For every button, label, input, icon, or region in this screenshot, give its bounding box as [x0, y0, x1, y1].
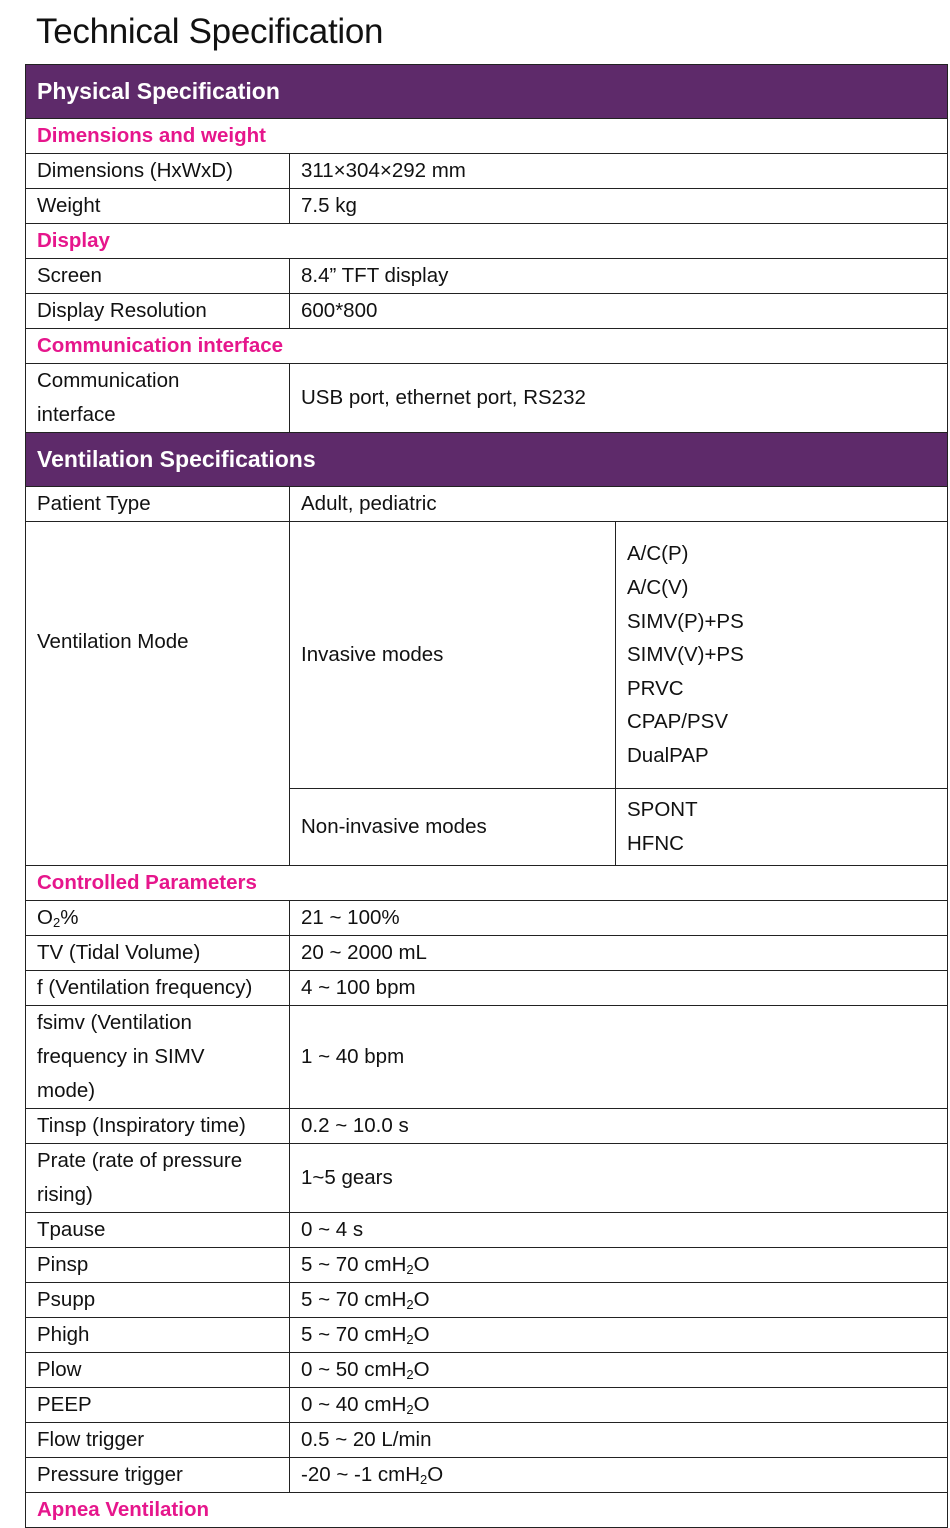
table-row: [26, 1423, 948, 1458]
label-line: Communication: [37, 369, 180, 392]
row-value: Adult, pediatric: [290, 487, 948, 522]
row-label: Patient Type: [26, 487, 290, 522]
list-item: A/C(P): [627, 542, 689, 566]
label-text: O: [37, 906, 53, 929]
value-text: O: [413, 1393, 430, 1416]
value-text: 5 ~ 70 cmH: [301, 1288, 407, 1311]
value-text: O: [413, 1323, 430, 1346]
subsection-header: [26, 1493, 948, 1528]
row-label: Pressure trigger: [26, 1458, 290, 1493]
row-label: Weight: [26, 189, 290, 224]
mode-label: Ventilation Mode: [37, 630, 189, 653]
row-value: 600*800: [290, 294, 948, 329]
subsection-title-apnea: Apnea Ventilation: [26, 1493, 948, 1528]
subsection-header: [26, 224, 948, 259]
row-value: 1 ~ 40 bpm: [290, 1006, 948, 1109]
row-value: 311×304×292 mm: [290, 154, 948, 189]
table-row: [26, 1283, 948, 1318]
mode-list: [616, 522, 948, 789]
list-item: CPAP/PSV: [627, 710, 729, 734]
value-text: 0 ~ 40 cmH: [301, 1393, 407, 1416]
row-value: 0.5 ~ 20 L/min: [290, 1423, 948, 1458]
label-text: %: [60, 906, 79, 929]
row-value: 8.4” TFT display: [290, 259, 948, 294]
row-label: PEEP: [26, 1388, 290, 1423]
row-label: [26, 1144, 290, 1213]
row-value: [290, 1458, 948, 1493]
section-title-ventilation: Ventilation Specifications: [26, 433, 948, 487]
table-row: [26, 189, 948, 224]
row-value: 1~5 gears: [290, 1144, 948, 1213]
row-label: Psupp: [26, 1283, 290, 1318]
row-value: Invasive modes: [290, 522, 616, 789]
subscript: 2: [406, 1262, 414, 1277]
row-value: 7.5 kg: [290, 189, 948, 224]
row-value: [290, 1353, 948, 1388]
subsection-title-dimensions: Dimensions and weight: [26, 119, 948, 154]
label-line: rising): [37, 1183, 93, 1206]
row-value: Non-invasive modes: [290, 788, 616, 865]
list-item: A/C(V): [627, 575, 689, 599]
row-label: Screen: [26, 259, 290, 294]
row-value: [290, 1283, 948, 1318]
row-value: [290, 1318, 948, 1353]
table-row: [26, 1006, 948, 1109]
subsection-title-display: Display: [26, 224, 948, 259]
subscript: 2: [420, 1472, 428, 1487]
table-row: [26, 1318, 948, 1353]
label-line: mode): [37, 1079, 96, 1102]
table-row: [26, 901, 948, 936]
row-label: Pinsp: [26, 1248, 290, 1283]
list-item: DualPAP: [627, 743, 709, 767]
row-value: 0 ~ 4 s: [290, 1213, 948, 1248]
row-label: Tpause: [26, 1213, 290, 1248]
row-value: USB port, ethernet port, RS232: [290, 364, 948, 433]
table-row: [26, 522, 948, 789]
table-row: [26, 1109, 948, 1144]
list-item: PRVC: [627, 676, 684, 700]
subscript: 2: [406, 1402, 414, 1417]
table-row: [26, 1144, 948, 1213]
subscript: 2: [52, 915, 61, 930]
label-line: frequency in SIMV: [37, 1045, 205, 1068]
row-value: [290, 1248, 948, 1283]
row-label: Flow trigger: [26, 1423, 290, 1458]
subsection-header: [26, 866, 948, 901]
subscript: 2: [406, 1367, 414, 1382]
row-label: Display Resolution: [26, 294, 290, 329]
spec-table: [25, 64, 948, 1528]
row-label: Dimensions (HxWxD): [26, 154, 290, 189]
row-label: [26, 1006, 290, 1109]
row-label: [26, 364, 290, 433]
row-label: TV (Tidal Volume): [26, 936, 290, 971]
table-row: [26, 1388, 948, 1423]
row-label: f (Ventilation frequency): [26, 971, 290, 1006]
value-text: 0 ~ 50 cmH: [301, 1358, 407, 1381]
section-title-physical: Physical Specification: [26, 65, 948, 119]
row-label: Plow: [26, 1353, 290, 1388]
subsection-title-communication: Communication interface: [26, 329, 948, 364]
section-header: [26, 65, 948, 119]
list-item: SIMV(V)+PS: [627, 643, 744, 667]
table-row: [26, 364, 948, 433]
label-line: Prate (rate of pressure: [37, 1149, 243, 1172]
subscript: 2: [406, 1332, 414, 1347]
subsection-header: [26, 329, 948, 364]
page-title: Technical Specification: [36, 12, 384, 51]
row-value: 4 ~ 100 bpm: [290, 971, 948, 1006]
row-value: 20 ~ 2000 mL: [290, 936, 948, 971]
table-row: [26, 1213, 948, 1248]
mode-list: [616, 788, 948, 865]
table-row: [26, 487, 948, 522]
subscript: 2: [406, 1297, 414, 1312]
table-row: [26, 259, 948, 294]
value-text: O: [427, 1463, 444, 1486]
row-label: [26, 522, 290, 866]
row-label: Phigh: [26, 1318, 290, 1353]
value-text: O: [413, 1288, 430, 1311]
list-item: SIMV(P)+PS: [627, 609, 744, 633]
section-header: [26, 433, 948, 487]
label-line: interface: [37, 403, 116, 426]
table-row: [26, 1353, 948, 1388]
row-value: 21 ~ 100%: [290, 901, 948, 936]
subsection-title-controlled: Controlled Parameters: [26, 866, 948, 901]
row-value: 0.2 ~ 10.0 s: [290, 1109, 948, 1144]
table-row: [26, 936, 948, 971]
value-text: O: [413, 1253, 430, 1276]
label-line: fsimv (Ventilation: [37, 1011, 192, 1034]
row-value: [290, 1388, 948, 1423]
list-item: HFNC: [627, 831, 684, 855]
subsection-header: [26, 119, 948, 154]
row-label: [26, 901, 290, 936]
table-row: [26, 971, 948, 1006]
value-text: 5 ~ 70 cmH: [301, 1253, 407, 1276]
table-row: [26, 1458, 948, 1493]
value-text: O: [413, 1358, 430, 1381]
table-row: [26, 154, 948, 189]
table-row: [26, 294, 948, 329]
value-text: 5 ~ 70 cmH: [301, 1323, 407, 1346]
row-label: Tinsp (Inspiratory time): [26, 1109, 290, 1144]
table-row: [26, 1248, 948, 1283]
value-text: -20 ~ -1 cmH: [301, 1463, 421, 1486]
list-item: SPONT: [627, 798, 698, 822]
